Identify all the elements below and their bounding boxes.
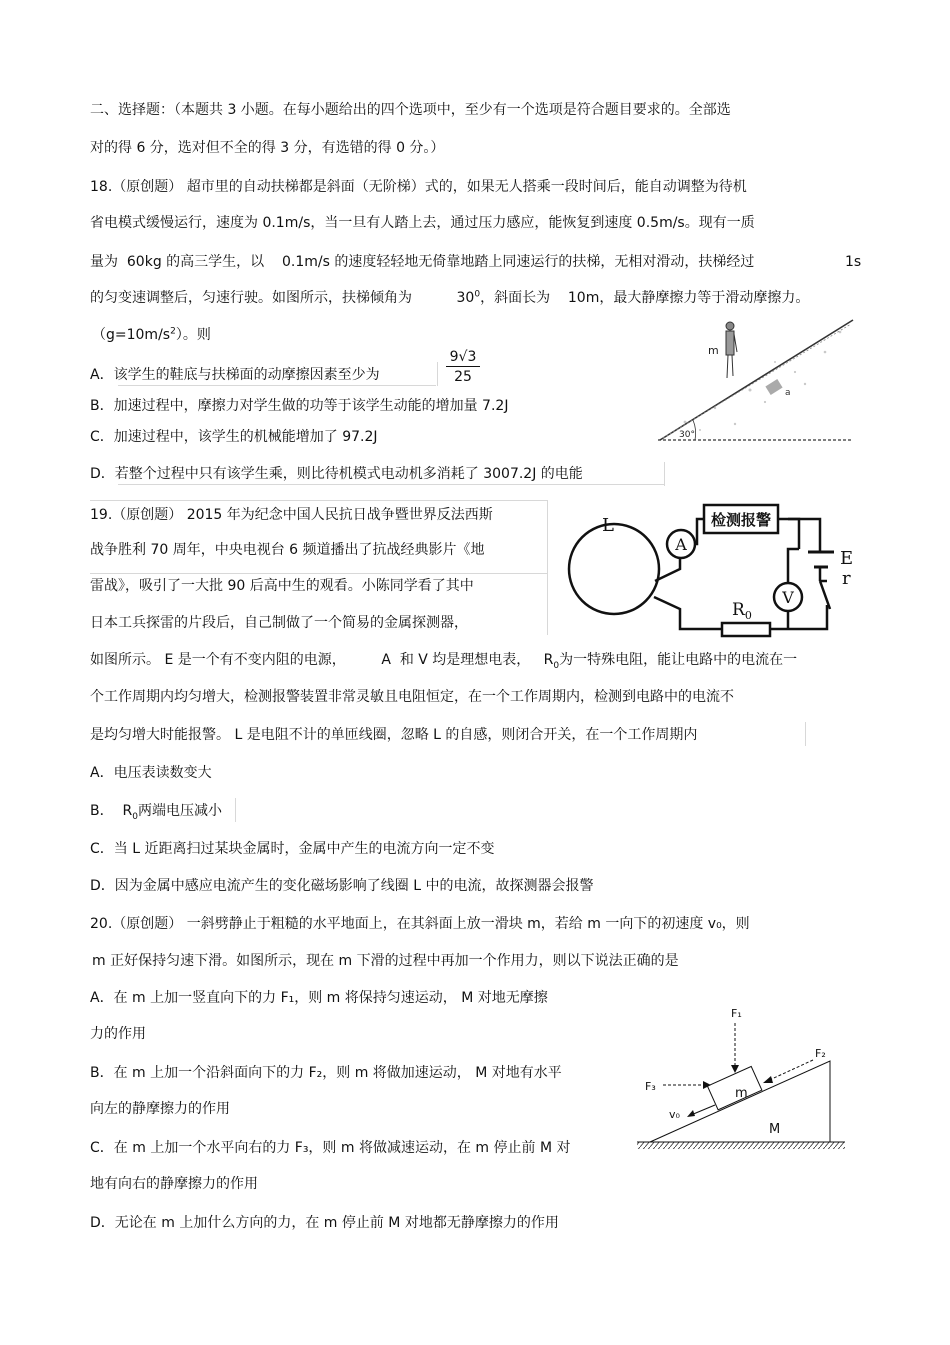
q20-v0-arrow bbox=[691, 1105, 715, 1115]
q20-v0-label: v₀ bbox=[669, 1108, 680, 1121]
q19-option-d: D．因为金属中感应电流产生的变化磁场影响了线圈 L 中的电流，故探测器会报警 bbox=[90, 878, 594, 894]
q19-stem-r0-sub: 0 bbox=[553, 660, 560, 671]
section-header-line-1: 二、选择题：（本题共 3 小题。在每小题给出的四个选项中，至少有一个选项是符合题目要求的。全部选 bbox=[90, 102, 731, 118]
q19-coil-label: L bbox=[602, 515, 614, 536]
svg-text:a: a bbox=[785, 388, 791, 398]
q20-option-b-line-2: 向左的静摩擦力的作用 bbox=[90, 1101, 230, 1117]
q19-alarm-box bbox=[704, 505, 778, 533]
q18-stem-line-4 bbox=[90, 289, 809, 307]
q18-stem-line-1: 18.（原创题） 超市里的自动扶梯都是斜面（无阶梯）式的，如果无人搭乘一段时间后，能自动调整为待机 bbox=[90, 179, 747, 195]
q18-option-d-divider bbox=[664, 462, 665, 486]
section-header-line-2: 对的得 6 分，选对但不全的得 3 分，有选错的得 0 分。） bbox=[90, 140, 445, 156]
q18-option-d-underline bbox=[118, 484, 664, 485]
q19-option-b-pre: B． R bbox=[90, 803, 133, 819]
q20-stem-line-1: 20.（原创题） 一斜劈静止于粗糙的水平地面上，在其斜面上放一滑块 m，若给 m 一向下的初速度 v₀，则 bbox=[90, 916, 750, 932]
q18-student-figure bbox=[726, 322, 737, 378]
q18-stem-line-3-tail: 1s bbox=[845, 254, 862, 270]
q19-resistor-label: $R_0$ bbox=[732, 600, 752, 622]
q19-option-c: C．当 L 近距离扫过某块金属时，金属中产生的电流方向一定不变 bbox=[90, 841, 495, 857]
q19-option-b bbox=[90, 802, 222, 820]
q20-f2-label: F₂ bbox=[815, 1047, 826, 1060]
q18-angle-value: 30 bbox=[456, 290, 475, 306]
q18-fraction-denominator: 25 bbox=[454, 369, 472, 385]
q18-stem-line-4-text: 的匀变速调整后，匀速行驶。如图所示，扶梯倾角为 bbox=[90, 290, 412, 306]
q20-option-a-line-2: 力的作用 bbox=[90, 1026, 146, 1042]
q18-option-b: B．加速过程中，摩擦力对学生做的功等于该学生动能的增加量 7.2J bbox=[90, 398, 509, 414]
q19-ammeter-label: A bbox=[675, 535, 687, 554]
q19-voltmeter-icon bbox=[774, 583, 802, 611]
q19-frame-top bbox=[90, 500, 548, 501]
q19-stem-line-5-tail: 为一特殊电阻，能让电路中的电流在一 bbox=[559, 652, 798, 668]
q18-g-sup: 2 bbox=[170, 326, 176, 337]
q20-f1-arrowhead bbox=[731, 1065, 739, 1073]
q19-emf-label: E bbox=[840, 548, 854, 569]
q19-ammeter-icon bbox=[667, 530, 695, 558]
q18-option-a: A．该学生的鞋底与扶梯面的动摩擦因素至少为 bbox=[90, 367, 380, 383]
q19-alarm-label: 检测报警 bbox=[710, 511, 772, 529]
q20-f3-label: F₃ bbox=[645, 1080, 656, 1093]
q19-voltmeter-label: V bbox=[782, 588, 794, 607]
q19-stem-r0: R bbox=[543, 652, 554, 668]
q18-fraction-numerator: 9√3 bbox=[446, 349, 480, 367]
q18-g-post: ）。则 bbox=[175, 327, 211, 343]
q19-option-b-divider bbox=[235, 798, 236, 822]
q20-option-c-line-1: C．在 m 上加一个水平向右的力 F₃，则 m 将做减速运动，在 m 停止前 M 对 bbox=[90, 1140, 571, 1156]
q20-option-d: D．无论在 m 上加什么方向的力，在 m 停止前 M 对地都无静摩擦力的作用 bbox=[90, 1215, 559, 1231]
q20-block-label: m bbox=[735, 1086, 748, 1101]
q19-option-b-sub: 0 bbox=[132, 811, 138, 822]
q18-stem-line-4-tail: ，斜面长为 10m，最大静摩擦力等于滑动摩擦力。 bbox=[480, 290, 810, 306]
q18-stem-line-5 bbox=[92, 326, 211, 344]
q19-option-a: A．电压表读数变大 bbox=[90, 765, 212, 781]
q19-stem-line-6: 个工作周期内均匀增大，检测报警装置非常灵敏且电阻恒定，在一个工作周期内，检测到电路中的电流不 bbox=[90, 689, 734, 705]
q18-small-block bbox=[765, 379, 790, 398]
q18-escalator-figure bbox=[655, 312, 855, 444]
q18-option-c: C．加速过程中，该学生的机械能增加了 97.2J bbox=[90, 429, 378, 445]
q19-circuit-diagram bbox=[562, 497, 862, 647]
q19-stem-line-1: 19.（原创题） 2015 年为纪念中国人民抗日战争暨世界反法西斯 bbox=[90, 507, 493, 523]
q18-fraction bbox=[446, 349, 480, 385]
q20-f1-label: F₁ bbox=[731, 1007, 742, 1020]
q18-stem-line-3-text: 量为 60kg 的高三学生，以 0.1m/s 的速度轻轻地无倚靠地踏上同速运行的扶梯，无相对滑动，扶梯经过 bbox=[90, 254, 755, 270]
q18-angle-degree: 0 bbox=[474, 289, 481, 300]
q20-ground-hatch bbox=[637, 1142, 845, 1149]
q19-frame-right bbox=[547, 500, 548, 635]
q18-stem-line-2: 省电模式缓慢运行，速度为 0.1m/s，当一旦有人踏上去，通过压力感应，能恢复到速度 0.5m/s。现有一质 bbox=[90, 215, 755, 231]
q19-stem-line-5 bbox=[90, 651, 797, 669]
q19-resistor bbox=[722, 623, 770, 636]
q20-option-a-line-1: A．在 m 上加一竖直向下的力 F₁，则 m 将保持匀速运动， M 对地无摩擦 bbox=[90, 990, 548, 1006]
q20-wedge-label: M bbox=[769, 1122, 781, 1137]
q19-stem-line-5-text: 如图所示。 E 是一个有不变内阻的电源， A 和 V 均是理想电表， bbox=[90, 652, 531, 668]
q19-option-b-post: 两端电压减小 bbox=[137, 803, 222, 819]
q18-stem-line-3 bbox=[90, 253, 754, 271]
q18-option-a-underline bbox=[118, 385, 436, 386]
q18-option-a-divider bbox=[437, 362, 438, 386]
q19-stem-line-3: 雷战》，吸引了一大批 90 后高中生的观看。小陈同学看了其中 bbox=[90, 578, 474, 594]
q19-coil-loop bbox=[569, 524, 659, 614]
q18-option-d: D．若整个过程中只有该学生乘，则比待机模式电动机多消耗了 3007.2J 的电能 bbox=[90, 466, 583, 482]
q19-stem-line-7: 是均匀增大时能报警。 L 是电阻不计的单匝线圈，忽略 L 的自感，则闭合开关，在一个工作周期内 bbox=[90, 727, 698, 743]
q18-figure-mass-label: m bbox=[708, 344, 719, 357]
q19-internal-r-label: r bbox=[842, 568, 851, 589]
q20-option-b-line-1: B．在 m 上加一个沿斜面向下的力 F₂，则 m 将做加速运动， M 对地有水平 bbox=[90, 1065, 562, 1081]
q19-stem-line-4: 日本工兵探雷的片段后，自己制做了一个简易的金属探测器， bbox=[90, 615, 468, 631]
q20-wedge-diagram bbox=[635, 1003, 850, 1158]
q18-g-pre: （g=10m/s bbox=[92, 327, 171, 343]
q19-stem-line-2: 战争胜利 70 周年，中央电视台 6 频道播出了抗战经典影片《地 bbox=[90, 542, 485, 558]
q20-f2-arrowhead bbox=[763, 1076, 773, 1083]
q20-v0-arrowhead bbox=[687, 1110, 695, 1117]
q20-stem-line-2: m 正好保持匀速下滑。如图所示，现在 m 下滑的过程中再加一个作用力，则以下说法正确的是 bbox=[92, 953, 679, 969]
q19-stem-line-7-divider bbox=[805, 722, 806, 746]
q19-frame-mid bbox=[90, 573, 548, 574]
q18-figure-angle-label: 30° bbox=[679, 430, 695, 440]
q20-option-c-line-2: 地有向右的静摩擦力的作用 bbox=[90, 1176, 258, 1192]
